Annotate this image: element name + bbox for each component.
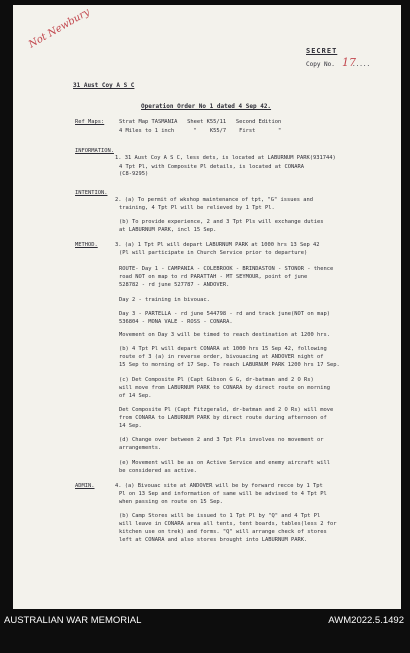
- method-3c2-line-1: Det Composite Pl (Capt Fitzgerald, dr-batman and 2 O Rs) will move: [119, 407, 334, 413]
- ref-line-2: 4 Miles to 1 inch " K55/7 First ": [119, 128, 282, 134]
- method-3a-line-2: (Pl will participate in Church Service prior to departure): [119, 250, 308, 256]
- method-label: METHOD.: [75, 242, 98, 248]
- method-3e-line-1: (e) Movement will be as on Active Service and enemy aircraft will: [119, 460, 330, 466]
- footer-source: AUSTRALIAN WAR MEMORIAL: [4, 615, 142, 626]
- method-3c-line-1: (c) Det Composite Pl (Capt Gibson G G, dr-batman and 2 O Rs): [119, 377, 314, 383]
- admin-4b-line-3: kitchen use on trek) and forms. "Q" will arrange check of stores: [119, 529, 327, 535]
- admin-4b-line-2: will leave in CONARA area all tents, tent boards, tables(less 2 for: [119, 521, 337, 527]
- footer-bar: [0, 612, 410, 653]
- method-3c-line-2: will move from LABURNUM PARK to CONARA by direct route on morning: [119, 385, 330, 391]
- day-3-line-1: Day 3 - PARTELLA - rd june 544798 - rd and track june(NOT on map): [119, 311, 330, 317]
- admin-4a-line-3: when passing on route on 15 Sep.: [119, 499, 223, 505]
- ref-maps-label: Ref Maps:: [75, 119, 105, 125]
- info-line-3: (C8-9295): [119, 171, 149, 177]
- method-3b-line-1: (b) 4 Tpt Pl will depart CONARA at 1000 hrs 15 Sep 42, following: [119, 346, 327, 352]
- admin-label: ADMIN.: [75, 483, 95, 489]
- info-line-1: 1. 31 Aust Coy A S C, less dets, is located at LABURNUM PARK(931744): [115, 155, 336, 161]
- method-3b-line-2: route of 3 (a) in reverse order, bivouacing at ANDOVER night of: [119, 354, 324, 360]
- day-3-line-2: 536804 - MONA VALE - ROSS - CONARA.: [119, 319, 233, 325]
- ref-line-1: Strat Map TASMANIA Sheet K55/11 Second Edition: [119, 119, 282, 125]
- document-page: [13, 5, 401, 609]
- admin-4b-line-4: left at CONARA and also stores brought into LABURNUM PARK.: [119, 537, 308, 543]
- intention-2a-line-2: training, 4 Tpt Pl will be relieved by 1 Tpt Pl.: [119, 205, 275, 211]
- movement-day-3: Movement on Day 3 will be timed to reach destination at 1200 hrs.: [119, 332, 330, 338]
- route-line-3: 528782 - rd june 527787 - ANDOVER.: [119, 282, 230, 288]
- footer-accession-number: AWM2022.5.1492: [328, 615, 404, 626]
- method-3b-line-3: 15 Sep to morning of 17 Sep. To reach LABURNUM PARK 1200 hrs 17 Sep.: [119, 362, 340, 368]
- order-title: Operation Order No 1 dated 4 Sep 42.: [141, 103, 272, 110]
- route-line-1: ROUTE- Day 1 - CAMPANIA - COLEBROOK - BRINDASTON - STONOR - thence: [119, 266, 334, 272]
- admin-4b-line-1: (b) Camp Stores will be issued to 1 Tpt Pl by "Q" and 4 Tpt Pl: [119, 513, 321, 519]
- admin-4a-line-1: 4. (a) Bivouac site at ANDOVER will be by forward recce by 1 Tpt: [115, 483, 323, 489]
- method-3d-line-2: arrangements.: [119, 445, 162, 451]
- day-2-line: Day 2 - training in bivouac.: [119, 297, 210, 303]
- method-3c-line-3: of 14 Sep.: [119, 393, 152, 399]
- information-label: INFORMATION.: [75, 148, 114, 154]
- info-line-2: 4 Tpt Pl, with Composite Pl details, is located at CONARA: [119, 164, 304, 170]
- unit-heading: 31 Aust Coy A S C: [73, 82, 135, 89]
- intention-2a-line-1: 2. (a) To permit of wkshop maintenance of tpt, "G" issues and: [115, 197, 313, 203]
- method-3e-line-2: be considered as active.: [119, 468, 197, 474]
- copy-no-value: 17: [342, 56, 356, 69]
- intention-label: INTENTION.: [75, 190, 108, 196]
- method-3d-line-1: (d) Change over between 2 and 3 Tpt Pls involves no movement or: [119, 437, 324, 443]
- classification: SECRET: [306, 47, 338, 55]
- route-line-2: road NOT on map to rd PARATTAH - MT SEYMOUR, point of june: [119, 274, 308, 280]
- method-3c2-line-2: from CONARA to LABURNUM PARK by direct route during afternoon of: [119, 415, 327, 421]
- copy-no-dots: .....: [352, 61, 371, 68]
- admin-4a-line-2: Pl on 13 Sep and information of same will be advised to 4 Tpt Pl: [119, 491, 327, 497]
- handwritten-note: Not Newbury: [27, 6, 92, 51]
- intention-2b-line-1: (b) To provide experience, 2 and 3 Tpt Pls will exchange duties: [119, 219, 324, 225]
- method-3c2-line-3: 14 Sep.: [119, 423, 142, 429]
- method-3a-line-1: 3. (a) 1 Tpt Pl will depart LABURNUM PARK at 1000 hrs 13 Sep 42: [115, 242, 320, 248]
- intention-2b-line-2: at LABURNUM PARK, incl 15 Sep.: [119, 227, 217, 233]
- copy-no-label: Copy No.: [306, 61, 335, 68]
